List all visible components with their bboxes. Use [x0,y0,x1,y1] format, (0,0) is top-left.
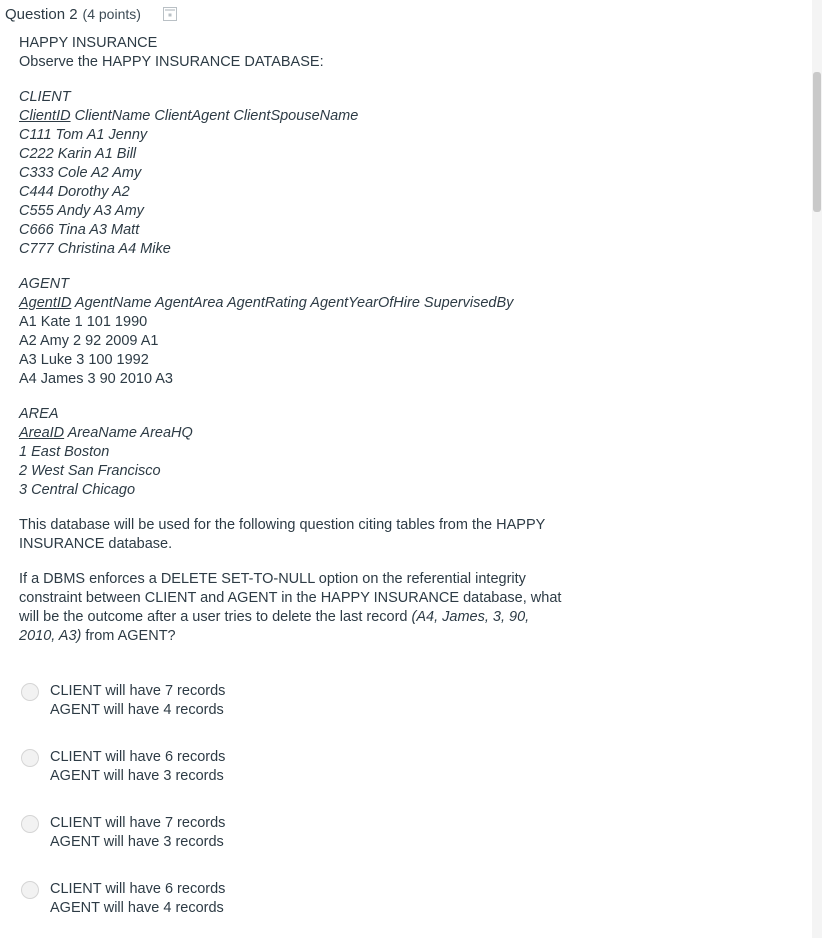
table-columns [19,107,629,126]
primary-key-column: ClientID [19,108,71,124]
answer-label [50,814,225,852]
table-name: CLIENT [19,89,71,105]
table-row: A3 Luke 3 100 1992 [19,352,149,368]
area-table [19,405,629,500]
question-points: (4 points) [82,6,141,22]
database-note [19,516,629,554]
table-row: C777 Christina A4 Mike [19,241,171,257]
answer-line: AGENT will have 3 records [50,768,224,784]
note-line: INSURANCE database. [19,536,173,552]
primary-key-column: AreaID [19,425,65,441]
record-values: 2010, A3) [19,628,82,644]
column-names: ClientName ClientAgent ClientSpouseName [70,108,359,124]
answer-option-2[interactable] [21,748,225,786]
table-row: C444 Dorothy A2 [19,184,130,200]
radio-button[interactable] [21,749,39,767]
answer-label [50,682,225,720]
answer-option-1[interactable] [21,682,225,720]
table-row: C333 Cole A2 Amy [19,165,142,181]
answer-line: AGENT will have 4 records [50,900,224,916]
database-subheading: Observe the HAPPY INSURANCE DATABASE: [19,54,324,70]
prompt-line [19,608,629,627]
column-names: AreaName AreaHQ [64,425,193,441]
answer-label [50,748,225,786]
answer-line: CLIENT will have 7 records [50,683,226,699]
note-line: This database will be used for the following question citing tables from the HAPPY [19,517,546,533]
table-name: AGENT [19,276,69,292]
question-prompt [19,570,629,646]
scrollbar-track[interactable] [812,0,822,938]
question-header [5,3,177,25]
table-row: A4 James 3 90 2010 A3 [19,371,173,387]
agent-table [19,275,629,389]
answer-line: CLIENT will have 6 records [50,749,226,765]
table-row: C222 Karin A1 Bill [19,146,137,162]
scrollbar-thumb[interactable] [813,72,821,212]
radio-button[interactable] [21,683,39,701]
prompt-text: will be the outcome after a user tries to delete the last record [19,609,412,625]
question-title: Question 2 [5,5,78,23]
answer-line: CLIENT will have 6 records [50,881,226,897]
table-row: 3 Central Chicago [19,482,136,498]
prompt-line [19,627,629,646]
client-table [19,88,629,259]
record-values: (A4, James, 3, 90, [411,609,530,625]
table-row: 2 West San Francisco [19,463,161,479]
table-row: 1 East Boston [19,444,110,460]
table-row: A1 Kate 1 101 1990 [19,314,148,330]
flag-question-icon[interactable] [163,7,177,21]
radio-button[interactable] [21,881,39,899]
table-row: A2 Amy 2 92 2009 A1 [19,333,159,349]
primary-key-column: AgentID [19,295,72,311]
answer-line: CLIENT will have 7 records [50,815,226,831]
table-row: C555 Andy A3 Amy [19,203,144,219]
answer-label [50,880,225,918]
radio-button[interactable] [21,815,39,833]
table-row: C666 Tina A3 Matt [19,222,140,238]
table-name: AREA [19,406,59,422]
answer-option-4[interactable] [21,880,225,918]
table-row: C111 Tom A1 Jenny [19,127,148,143]
answer-line: AGENT will have 3 records [50,834,224,850]
answer-line: AGENT will have 4 records [50,702,224,718]
table-columns [19,424,629,443]
column-names: AgentName AgentArea AgentRating AgentYearOfHire SupervisedBy [71,295,514,311]
database-heading: HAPPY INSURANCE [19,35,158,51]
table-columns [19,294,629,313]
prompt-text: from AGENT? [81,628,176,644]
question-body [19,34,629,646]
answer-option-3[interactable] [21,814,225,852]
prompt-line: If a DBMS enforces a DELETE SET-TO-NULL option on the referential integrity [19,571,526,587]
prompt-line: constraint between CLIENT and AGENT in the HAPPY INSURANCE database, what [19,590,562,606]
